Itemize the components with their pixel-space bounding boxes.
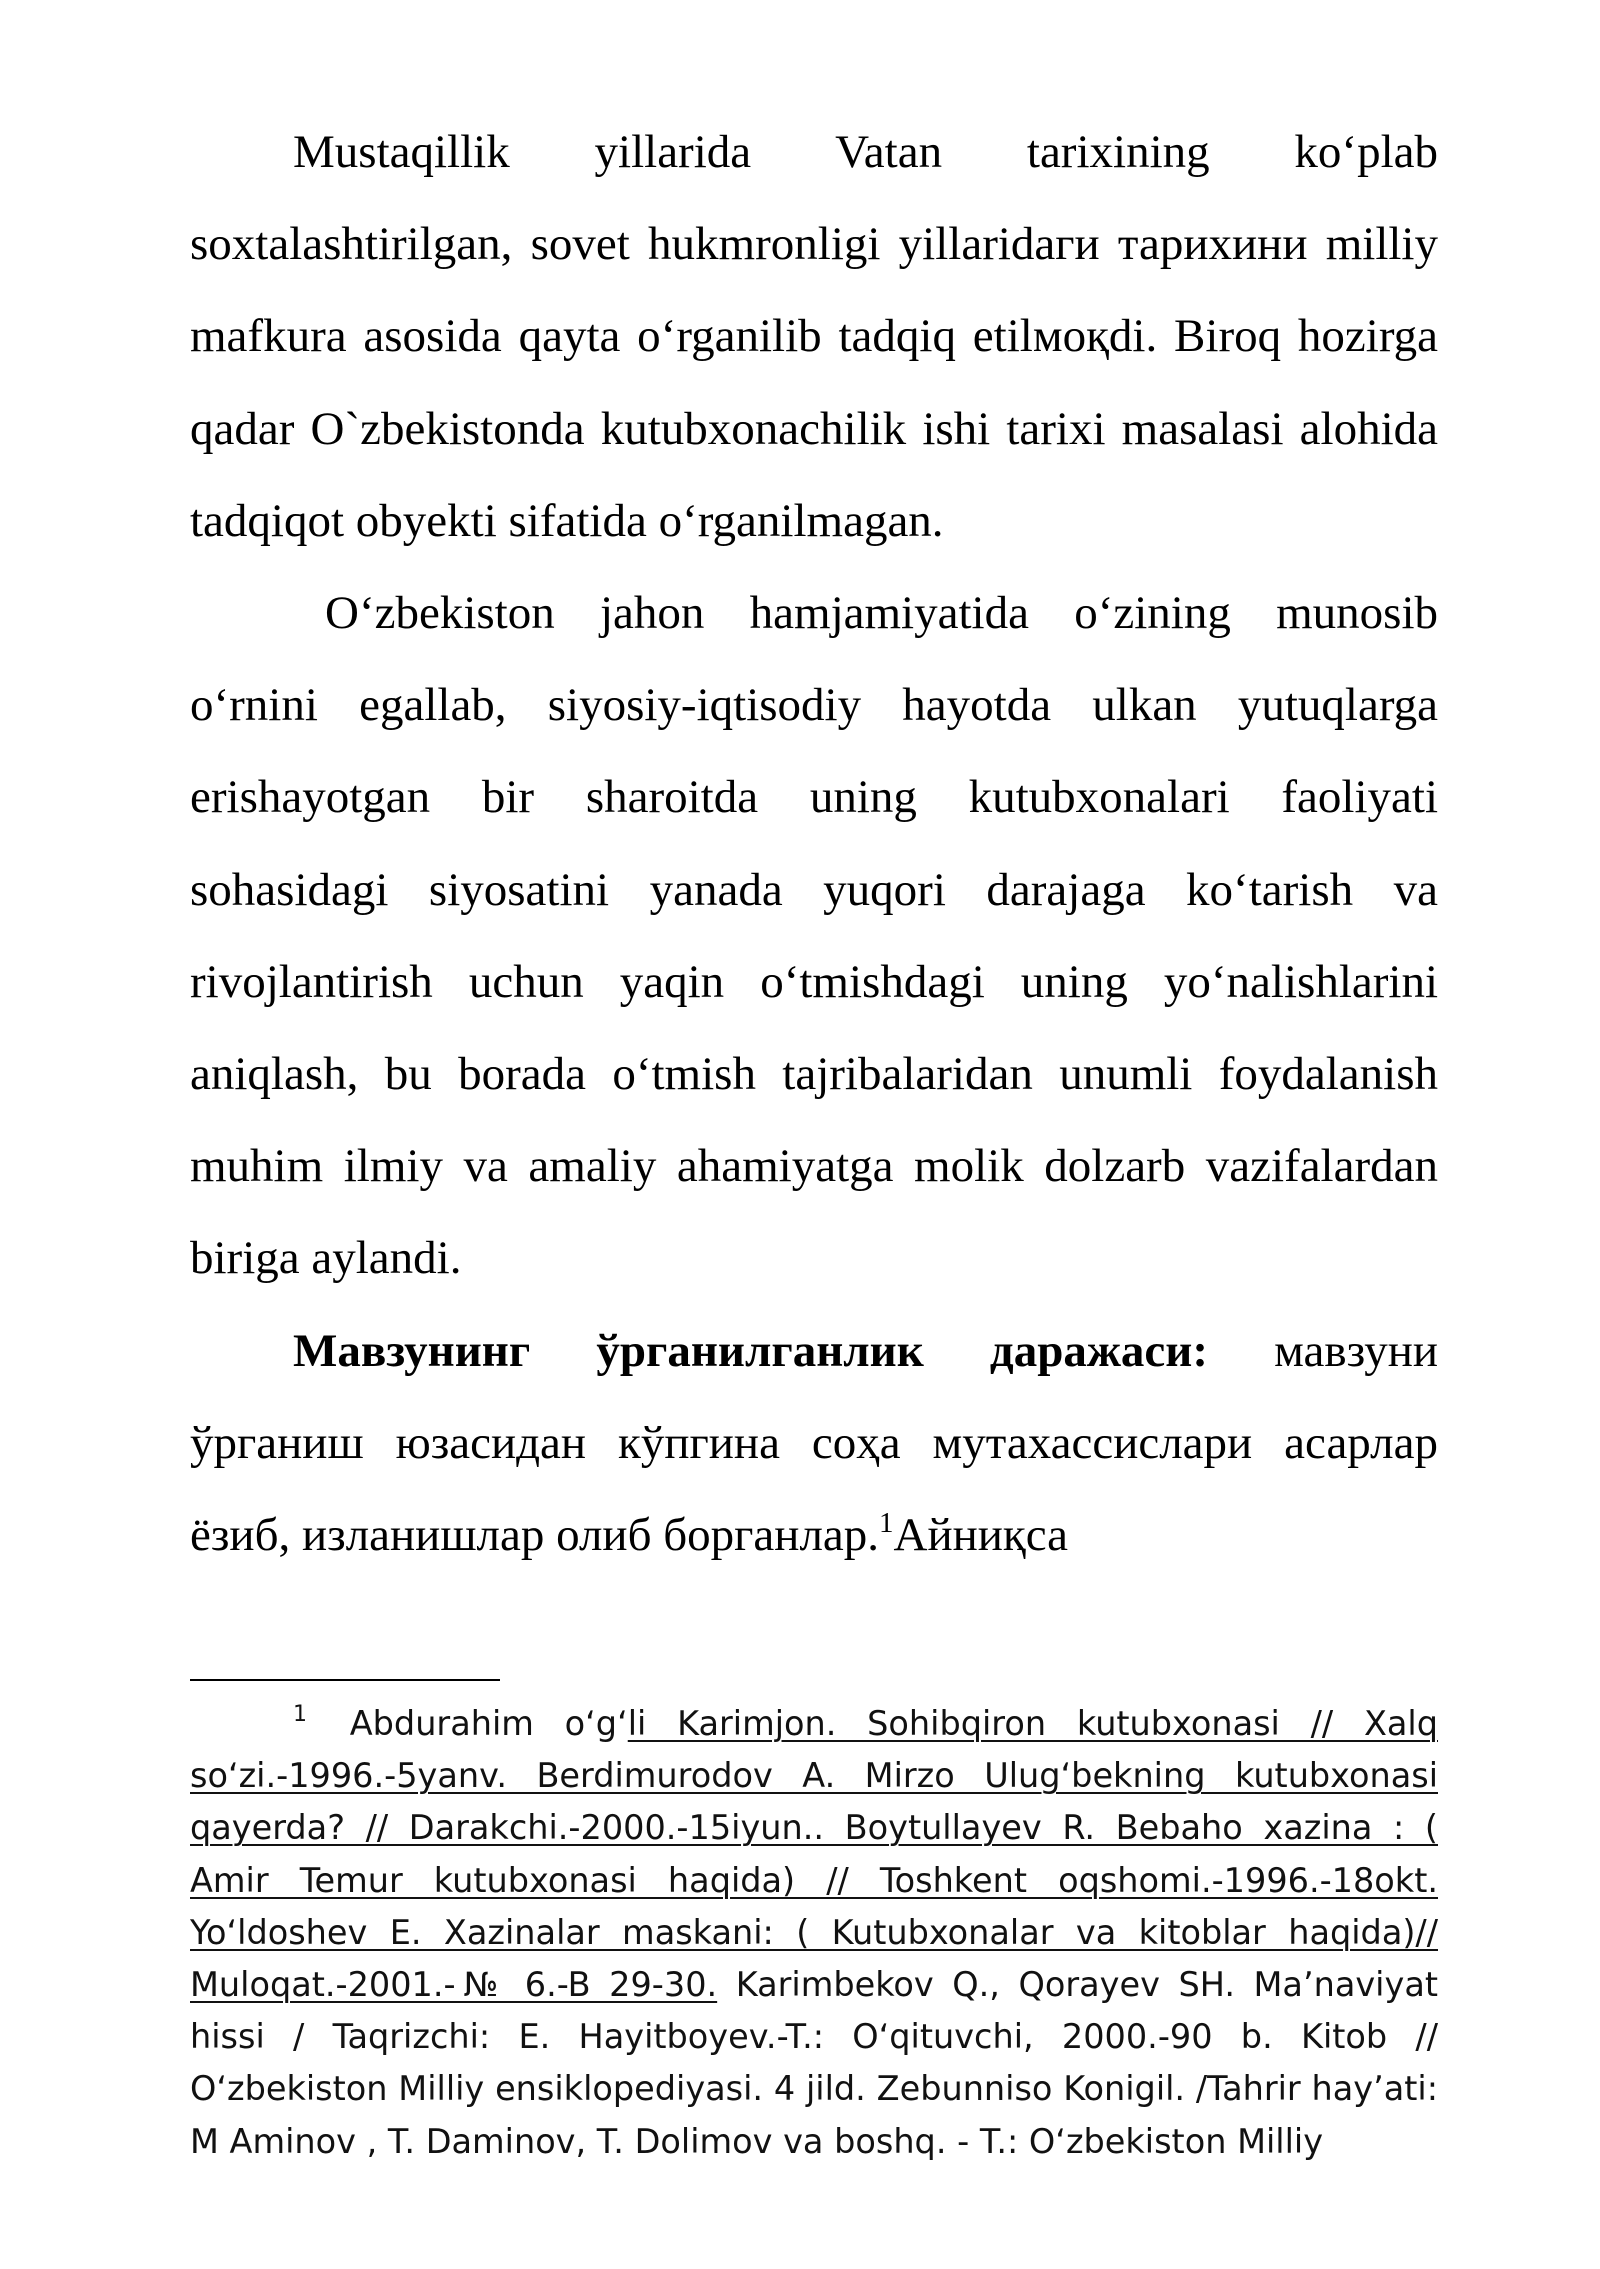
paragraph-3-text: мавзуни ўрганиш юзасидан кўпгина соҳа мутахассислари асарлар ёзиб, изланишлар олиб борганлар. <box>190 1324 1438 1562</box>
main-text <box>190 106 1438 1581</box>
paragraph-1: Mustaqillik yillarida Vatan tarixining ko‘plab soxtalashtirilgan, sovet hukmronligi yillaridaги тарихини milliy mafkura asosida qayta o‘rganilib tadqiq etilмоқdi. Biroq hozirga qadar O`zbekistonda kutubxonachilik ishi tarixi masalasi alohida tadqiqot obyekti sifatida o‘rganilmagan. <box>190 126 1438 547</box>
footnote-reference[interactable]: 1 <box>879 1507 894 1540</box>
paragraph-2: O‘zbekiston jahon hamjamiyatida o‘zining munosib o‘rnini egallab, siyosiy-iqtisodiy hayotda ulkan yutuqlarga erishayotgan bir sharoitda uning kutubxonalari faoliyati sohasidagi siyosatini yanada yuqori darajaga ko‘tarish va rivojlantirish uchun yaqin o‘tmishdagi uning yo‘nalishlarini aniqlash, bu borada o‘tmish tajribalaridan unumli foydalanish muhim ilmiy va amaliy ahamiyatga molik dolzarb vazifalardan biriga aylandi. <box>190 587 1438 1285</box>
footnote-marker: 1 <box>293 1702 307 1727</box>
paragraph-3-tail: Айниқса <box>893 1509 1069 1562</box>
section-heading: Мавзунинг ўрганилганлик даражаси: <box>293 1324 1209 1377</box>
footnote <box>190 1698 1438 2168</box>
footnote-rest: Karimbekov Q., Qorayev SH. Ma’naviyat hissi / Taqrizchi: E. Hayitboyev.-T.: O‘qituvchi, 2000.-90 b. Kitob // O‘zbekiston Milliy ensiklopediyasi. 4 jild. Zebunniso Konigil. /Tahrir hay’ati: M Aminov , T. Daminov, T. Dolimov va boshq. - T.: O‘zbekiston Milliy <box>190 1965 1438 2161</box>
footnote-lead: Abdurahim o‘g‘ <box>319 1704 628 1743</box>
footnote-separator <box>190 1679 500 1681</box>
paragraph-3 <box>190 1305 1438 1582</box>
footnote-underlined-citations[interactable]: li Karimjon. Sohibqiron kutubxonasi // Xalq so‘zi.-1996.-5yanv. Berdimurodov A. Mirzo Ulug‘bekning kutubxonasi qayerda? // Darakchi.-2000.-15iyun.. Boytullayev R. Bebaho xazina : ( Amir Temur kutubxonasi haqida) // Toshkent oqshomi.-1996.-18okt. Yo‘ldoshev E. Xazinalar maskani: ( Kutubxonalar va kitoblar haqida)// Muloqat.-2001.-№ 6.-B 29-30. <box>190 1704 1439 2005</box>
